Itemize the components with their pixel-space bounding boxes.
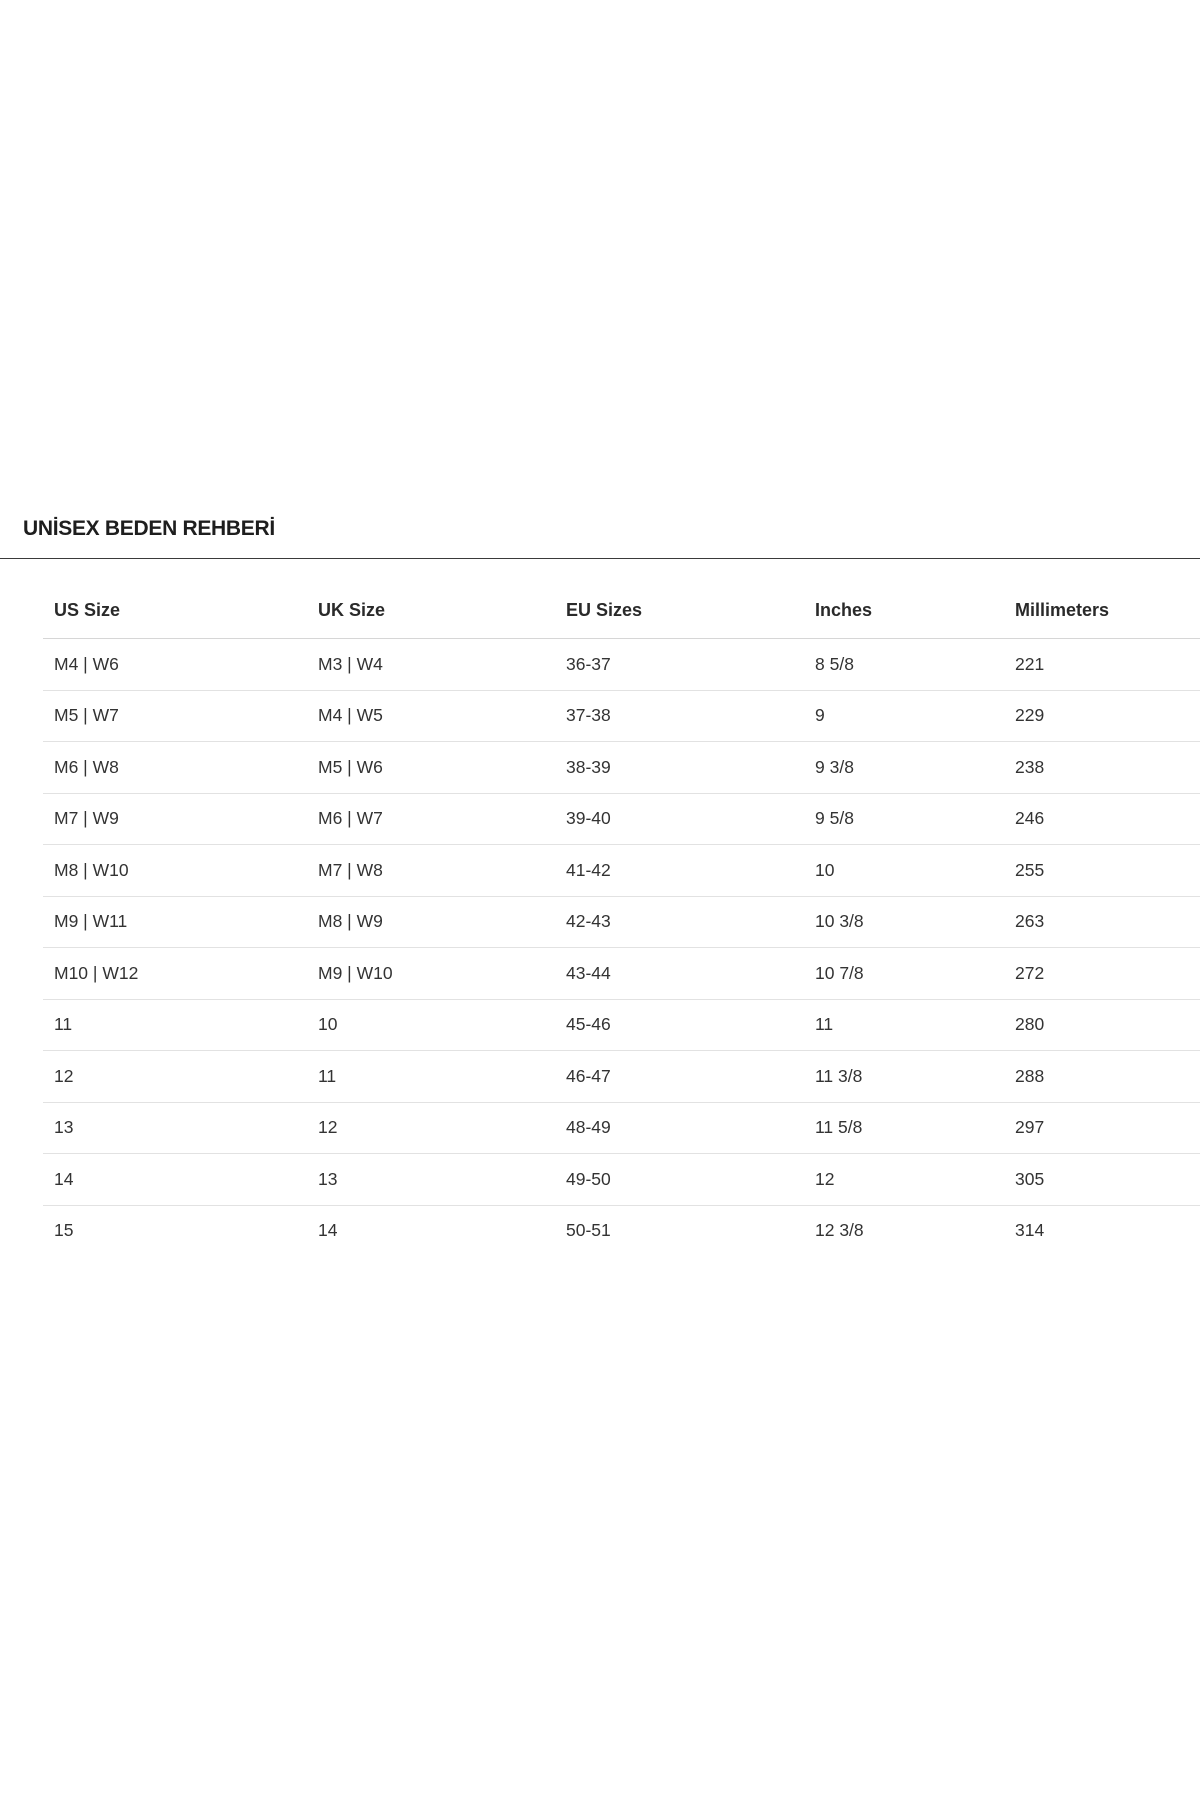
cell-uk-size: 13 bbox=[307, 1154, 555, 1206]
cell-us-size: M8 | W10 bbox=[43, 845, 307, 897]
cell-eu-size: 45-46 bbox=[555, 999, 804, 1051]
cell-inches: 10 bbox=[804, 845, 1004, 897]
cell-uk-size: M3 | W4 bbox=[307, 639, 555, 691]
cell-eu-size: 48-49 bbox=[555, 1102, 804, 1154]
cell-uk-size: 11 bbox=[307, 1051, 555, 1103]
cell-us-size: M9 | W11 bbox=[43, 896, 307, 948]
cell-eu-size: 39-40 bbox=[555, 793, 804, 845]
cell-inches: 9 5/8 bbox=[804, 793, 1004, 845]
cell-millimeters: 272 bbox=[1004, 948, 1200, 1000]
table-row bbox=[43, 690, 1200, 742]
cell-millimeters: 288 bbox=[1004, 1051, 1200, 1103]
cell-inches: 10 7/8 bbox=[804, 948, 1004, 1000]
table-row bbox=[43, 999, 1200, 1051]
cell-us-size: M6 | W8 bbox=[43, 742, 307, 794]
cell-inches: 11 bbox=[804, 999, 1004, 1051]
table-header bbox=[43, 582, 1200, 639]
cell-uk-size: M4 | W5 bbox=[307, 690, 555, 742]
cell-eu-size: 46-47 bbox=[555, 1051, 804, 1103]
table-row bbox=[43, 1154, 1200, 1206]
cell-uk-size: 14 bbox=[318, 1220, 338, 1241]
cell-inches: 12 bbox=[804, 1154, 1004, 1206]
cell-inches: 11 3/8 bbox=[804, 1051, 1004, 1103]
cell-uk-size: M6 | W7 bbox=[307, 793, 555, 845]
cell-millimeters: 246 bbox=[1004, 793, 1200, 845]
cell-eu-size: 42-43 bbox=[555, 896, 804, 948]
cell-us-size: M4 | W6 bbox=[43, 639, 307, 691]
cell-us-size: 15 bbox=[54, 1220, 74, 1241]
cell-us-size: 14 bbox=[43, 1154, 307, 1206]
cell-us-size: M7 | W9 bbox=[43, 793, 307, 845]
cell-eu-size: 50-51 bbox=[566, 1220, 611, 1241]
cell-uk-size: M8 | W9 bbox=[307, 896, 555, 948]
size-table bbox=[43, 582, 1200, 1256]
cell-us-size: M5 | W7 bbox=[43, 690, 307, 742]
cell-millimeters: 221 bbox=[1004, 639, 1200, 691]
header-us-size: US Size bbox=[43, 582, 307, 639]
header-eu-sizes: EU Sizes bbox=[555, 582, 804, 639]
header-uk-size: UK Size bbox=[307, 582, 555, 639]
table-row bbox=[43, 742, 1200, 794]
table-row bbox=[43, 1205, 1200, 1256]
size-guide bbox=[0, 500, 1200, 1241]
cell-eu-size: 41-42 bbox=[555, 845, 804, 897]
cell-uk-size: 10 bbox=[307, 999, 555, 1051]
cell-inches: 12 3/8 bbox=[815, 1220, 864, 1241]
cell-millimeters: 263 bbox=[1004, 896, 1200, 948]
cell-uk-size: M9 | W10 bbox=[307, 948, 555, 1000]
page-title: UNİSEX BEDEN REHBERİ bbox=[23, 517, 275, 540]
cell-inches: 10 3/8 bbox=[804, 896, 1004, 948]
cell-uk-size: M7 | W8 bbox=[307, 845, 555, 897]
cell-millimeters: 255 bbox=[1004, 845, 1200, 897]
cell-us-size: 13 bbox=[43, 1102, 307, 1154]
cell-us-size: 11 bbox=[43, 999, 307, 1051]
cell-millimeters: 238 bbox=[1004, 742, 1200, 794]
cell-uk-size: M5 | W6 bbox=[307, 742, 555, 794]
cell-us-size: M10 | W12 bbox=[43, 948, 307, 1000]
cell-eu-size: 37-38 bbox=[555, 690, 804, 742]
cell-eu-size: 43-44 bbox=[555, 948, 804, 1000]
table-row bbox=[43, 1102, 1200, 1154]
header-inches: Inches bbox=[804, 582, 1004, 639]
cell-inches: 9 bbox=[804, 690, 1004, 742]
cell-eu-size: 49-50 bbox=[555, 1154, 804, 1206]
cell-inches: 8 5/8 bbox=[804, 639, 1004, 691]
cell-inches: 11 5/8 bbox=[804, 1102, 1004, 1154]
cell-millimeters: 229 bbox=[1004, 690, 1200, 742]
table-row bbox=[43, 1051, 1200, 1103]
table-row bbox=[43, 896, 1200, 948]
table-body bbox=[43, 639, 1200, 1257]
table-row bbox=[43, 793, 1200, 845]
cell-us-size: 12 bbox=[43, 1051, 307, 1103]
table-row bbox=[43, 845, 1200, 897]
table-row bbox=[43, 948, 1200, 1000]
header-row bbox=[43, 582, 1200, 639]
cell-uk-size: 12 bbox=[307, 1102, 555, 1154]
table-row bbox=[43, 639, 1200, 691]
cell-inches: 9 3/8 bbox=[804, 742, 1004, 794]
title-divider bbox=[0, 558, 1200, 559]
cell-millimeters: 305 bbox=[1004, 1154, 1200, 1206]
cell-eu-size: 38-39 bbox=[555, 742, 804, 794]
cell-millimeters: 297 bbox=[1004, 1102, 1200, 1154]
cell-eu-size: 36-37 bbox=[555, 639, 804, 691]
header-millimeters: Millimeters bbox=[1004, 582, 1200, 639]
cell-millimeters: 314 bbox=[1015, 1220, 1045, 1241]
cell-millimeters: 280 bbox=[1004, 999, 1200, 1051]
